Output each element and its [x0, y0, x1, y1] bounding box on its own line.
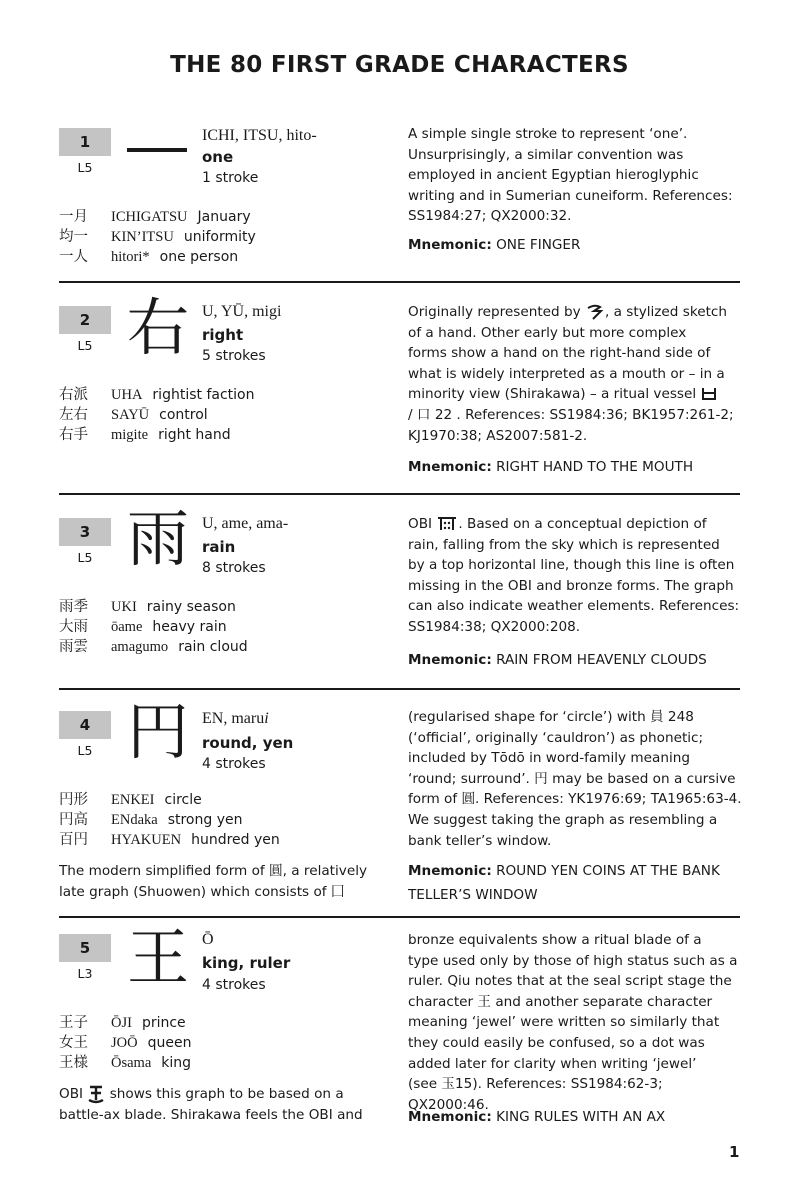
compound-meaning: control — [159, 407, 208, 423]
entry-divider — [59, 281, 740, 283]
compound-row — [59, 788, 202, 809]
entry-1 — [59, 128, 740, 278]
compound-word: 右派 — [59, 387, 88, 403]
compound-row — [59, 1031, 191, 1052]
compound-word: 一月 — [59, 209, 88, 225]
compound-reading: KIN’ITSU — [111, 229, 174, 245]
kanji-glyph: 王 — [127, 921, 190, 994]
compound-meaning: hundred yen — [191, 832, 280, 848]
compound-row — [59, 383, 254, 404]
compound-meaning: strong yen — [167, 812, 243, 828]
compound-word: 雨雲 — [59, 639, 88, 655]
compound-row — [59, 205, 251, 226]
entry-number: 5 — [59, 934, 111, 962]
stroke-count: 8 strokes — [202, 560, 266, 576]
compound-word: 円高 — [59, 812, 88, 828]
compound-meaning: rightist faction — [152, 387, 255, 403]
compound-meaning: January — [197, 209, 251, 225]
compound-word: 右手 — [59, 427, 88, 443]
compound-meaning: rainy season — [146, 599, 236, 615]
compound-row — [59, 615, 227, 636]
compound-reading: SAYŪ — [111, 407, 150, 423]
mnemonic: Mnemonic: RIGHT HAND TO THE MOUTH — [408, 459, 694, 475]
compound-reading: HYAKUEN — [111, 832, 182, 848]
compound-reading: ICHIGATSU — [111, 209, 188, 225]
compound-meaning: prince — [141, 1015, 186, 1031]
compound-word: 一人 — [59, 249, 88, 265]
stroke-count: 4 strokes — [202, 756, 266, 772]
compound-word: 左右 — [59, 407, 88, 423]
kanji-description-left: The modern simplified form of 圓, a relatively late graph (Shuowen) which consists of 囗 — [59, 863, 368, 900]
jlpt-level: L5 — [77, 160, 93, 175]
kanji-description-left: OBI shows this graph to be based on a battle-ax blade. Shirakawa feels the OBI and — [59, 1086, 363, 1123]
kanji-description: Originally represented by , a stylized sketch of a hand. Other early but more complex forms show a hand on the right-hand side of what is widely interpreted as a mouth or – in a minority view (Shirakawa) – a ritual vessel / 口 22 . References: SS1984:36; BK1957:261-2; KJ1970:38; AS2007:581-2. — [408, 304, 734, 444]
compound-word: 百円 — [59, 832, 88, 848]
compound-reading: JOŌ — [111, 1035, 138, 1051]
stroke-count: 1 stroke — [202, 170, 259, 186]
oracle-rain-glyph-icon — [436, 515, 458, 533]
compound-row — [59, 828, 280, 849]
compound-reading: hitori* — [111, 249, 150, 265]
compound-row — [59, 403, 208, 424]
compound-reading: amagumo — [111, 639, 169, 655]
compound-word: 円形 — [59, 792, 88, 808]
stroke-count: 5 strokes — [202, 348, 266, 364]
compound-row — [59, 225, 256, 246]
compound-row — [59, 423, 231, 444]
compound-meaning: queen — [147, 1035, 192, 1051]
mnemonic: Mnemonic: RAIN FROM HEAVENLY CLOUDS — [408, 652, 707, 668]
entry-3 — [59, 502, 740, 683]
compound-reading: Ōsama — [111, 1055, 152, 1071]
kanji-description: A simple single stroke to represent ‘one’. Unsurprisingly, a similar convention was employed in ancient Egyptian hieroglyphic writing and in Sumerian cuneiform. References: SS1984:27; QX2000:32. — [408, 126, 733, 225]
compound-reading: ENdaka — [111, 812, 158, 828]
jlpt-level: L5 — [77, 550, 93, 565]
compound-reading: UHA — [111, 387, 143, 403]
compound-word: 女王 — [59, 1035, 88, 1051]
page-number: 1 — [729, 1143, 740, 1161]
compound-reading: migite — [111, 427, 149, 443]
compound-row — [59, 245, 238, 266]
entry-number: 4 — [59, 711, 111, 739]
compound-meaning: rain cloud — [178, 639, 248, 655]
mnemonic: Mnemonic: ONE FINGER — [408, 237, 581, 253]
compound-row — [59, 1011, 186, 1032]
kanji-readings: Ō — [202, 931, 214, 948]
kanji-meaning: right — [202, 326, 244, 344]
kanji-meaning: rain — [202, 538, 236, 556]
kanji-description: (regularised shape for ‘circle’) with 員 248 (‘official’, originally ‘cauldron’) as phonetic; included by Tōdō in word-family meaning ‘round; surround’. 円 may be based on a cursive form of 圓. References: YK1976:69; TA1965:63-4. We suggest taking the graph as resembling a bank teller’s window. — [408, 709, 742, 849]
compound-meaning: heavy rain — [152, 619, 227, 635]
compound-reading: UKI — [111, 599, 137, 615]
kanji-meaning: king, ruler — [202, 954, 291, 972]
entry-2 — [59, 291, 740, 486]
compound-word: 王子 — [59, 1015, 88, 1031]
entry-number: 2 — [59, 306, 111, 334]
kanji-meaning: round, yen — [202, 734, 294, 752]
compound-meaning: king — [161, 1055, 192, 1071]
compound-meaning: right hand — [158, 427, 231, 443]
kanji-readings: U, ame, ama- — [202, 515, 289, 532]
jlpt-level: L5 — [77, 743, 93, 758]
entry-divider — [59, 916, 740, 918]
kanji-glyph — [127, 148, 187, 152]
page-title: THE 80 FIRST GRADE CHARACTERS — [170, 52, 629, 78]
kanji-description: OBI . Based on a conceptual depiction of rain, falling from the sky which is represented by a top horizontal line, though this line is often missing in the OBI and bronze forms. The graph can also indicate weather elements. References: SS1984:38; QX2000:208. — [408, 516, 740, 635]
entry-divider — [59, 688, 740, 690]
compound-word: 雨季 — [59, 599, 88, 615]
compound-row — [59, 635, 248, 656]
compound-word: 王様 — [59, 1055, 88, 1071]
oracle-axe-glyph-icon — [87, 1084, 105, 1104]
jlpt-level: L3 — [77, 966, 93, 981]
mnemonic: Mnemonic: ROUND YEN COINS AT THE BANK TELLER’S WINDOW — [408, 863, 720, 903]
entry-number: 3 — [59, 518, 111, 546]
kanji-description: bronze equivalents show a ritual blade of a type used only by those of high status such as a ruler. Qiu notes that at the seal script stage the character 王 and another separate character meaning ‘jewel’ were written so similarly that they could easily be confused, so a dot was added later for clarity when writing ‘jewel’ (see 玉15). References: SS1984:62-3; QX2000:46. — [408, 932, 738, 1113]
jlpt-level: L5 — [77, 338, 93, 353]
entry-4 — [59, 695, 742, 911]
kanji-meaning: one — [202, 148, 234, 166]
kanji-glyph: 右 — [127, 291, 190, 364]
compound-row — [59, 595, 236, 616]
compound-reading: ōame — [111, 619, 143, 635]
entry-5 — [59, 921, 740, 1134]
compound-reading: ŌJI — [111, 1015, 132, 1031]
oracle-hand-glyph-icon — [585, 302, 605, 322]
kanji-glyph: 雨 — [127, 502, 190, 575]
stroke-count: 4 strokes — [202, 977, 266, 993]
mnemonic: Mnemonic: KING RULES WITH AN AX — [408, 1109, 666, 1125]
compound-meaning: circle — [164, 792, 202, 808]
compound-reading: ENKEI — [111, 792, 155, 808]
compound-word: 大雨 — [59, 619, 88, 635]
compound-meaning: one person — [159, 249, 239, 265]
entry-number: 1 — [59, 128, 111, 156]
compound-row — [59, 808, 242, 829]
compound-word: 均一 — [59, 229, 88, 245]
compound-meaning: uniformity — [183, 229, 256, 245]
ritual-vessel-glyph-icon — [700, 385, 718, 403]
kanji-readings: ICHI, ITSU, hito- — [202, 127, 317, 144]
entry-divider — [59, 493, 740, 495]
compound-row — [59, 1051, 191, 1072]
kanji-glyph: 円 — [127, 695, 190, 768]
kanji-readings: U, YŪ, migi — [202, 303, 282, 320]
kanji-readings: EN, marui — [202, 710, 269, 727]
